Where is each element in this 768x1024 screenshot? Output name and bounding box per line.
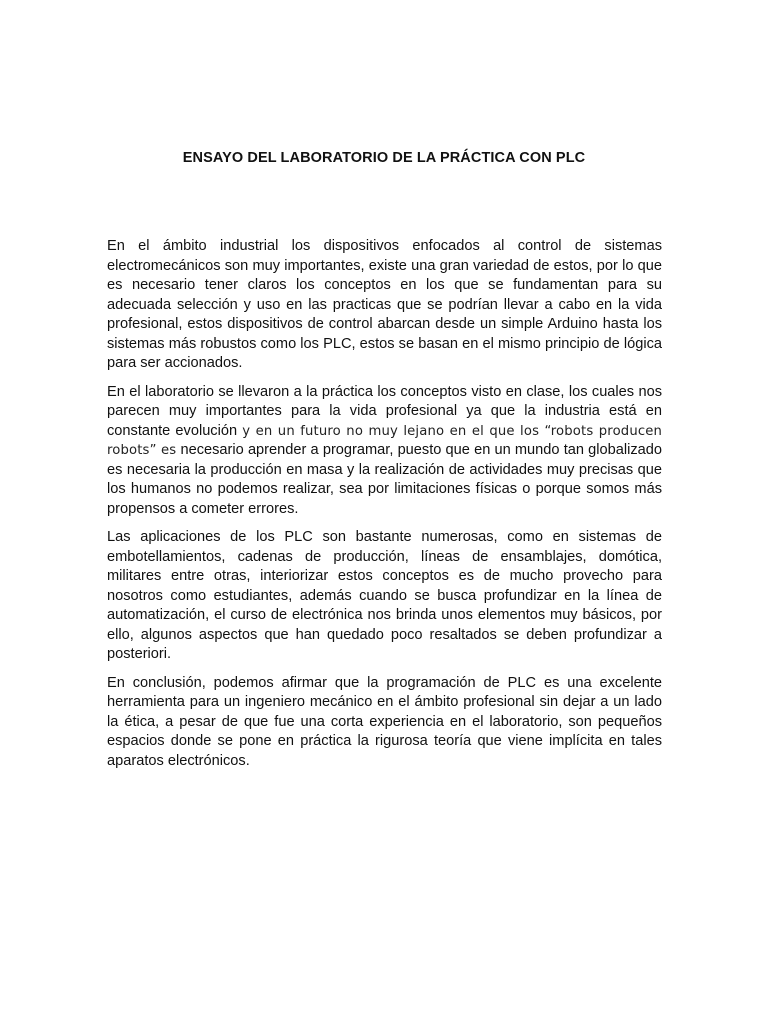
paragraph-1: En el ámbito industrial los dispositivos enfocados al control de sistemas electromecánicos son muy importantes, existe una gran variedad de estos, por lo que es necesario tener claros los conceptos en los que se fundamentan para su adecuada selección y uso en las practicas que se podrían llevar a cabo en la vida profesional, estos dispositivos de control abarcan desde un simple Arduino hasta los sistemas más robustos como los PLC, estos se basan en el mismo principio de lógica para ser accionados. xyxy=(107,238,662,371)
document-body xyxy=(107,237,662,780)
paragraph-3: Las aplicaciones de los PLC son bastante numerosas, como en sistemas de embotellamientos, cadenas de producción, líneas de ensamblajes, domótica, militares entre otras, interiorizar estos conceptos es de mucho provecho para nosotros como estudiantes, además cuando se busca profundizar en la línea de automatización, el curso de electrónica nos brinda unos elementos muy básicos, por ello, algunos aspectos que han quedado poco resaltados se deben profundizar a posteriori. xyxy=(107,529,662,662)
paragraph-2 xyxy=(107,383,662,520)
document-title: ENSAYO DEL LABORATORIO DE LA PRÁCTICA CON PLC xyxy=(182,150,586,166)
paragraph-2-quoted-segment: y en un futuro no muy lejano en el que los “robots producen robots” es xyxy=(107,423,663,458)
paragraph-4: En conclusión, podemos afirmar que la programación de PLC es una excelente herramienta para un ingeniero mecánico en el ámbito profesional sin dejar a un lado la ética, a pesar de que fue una corta experiencia en el laboratorio, son pequeños espacios donde se pone en práctica la rigurosa teoría que viene implícita en tales aparatos electrónicos. xyxy=(107,674,662,769)
paragraph-2-part-3: necesario aprender a programar, puesto que en un mundo tan globalizado es necesaria la producción en masa y la realización de actividades muy precisas que los humanos no podemos realizar, sea por limitaciones físicas o porque somos más propensos a cometer errores. xyxy=(107,442,662,517)
paragraph-2-part-1: En el laboratorio se llevaron a la práctica los conceptos visto en clase, los cuales nos parecen muy importantes para la vida profesional ya que la industria está en constante evolución xyxy=(107,383,662,439)
